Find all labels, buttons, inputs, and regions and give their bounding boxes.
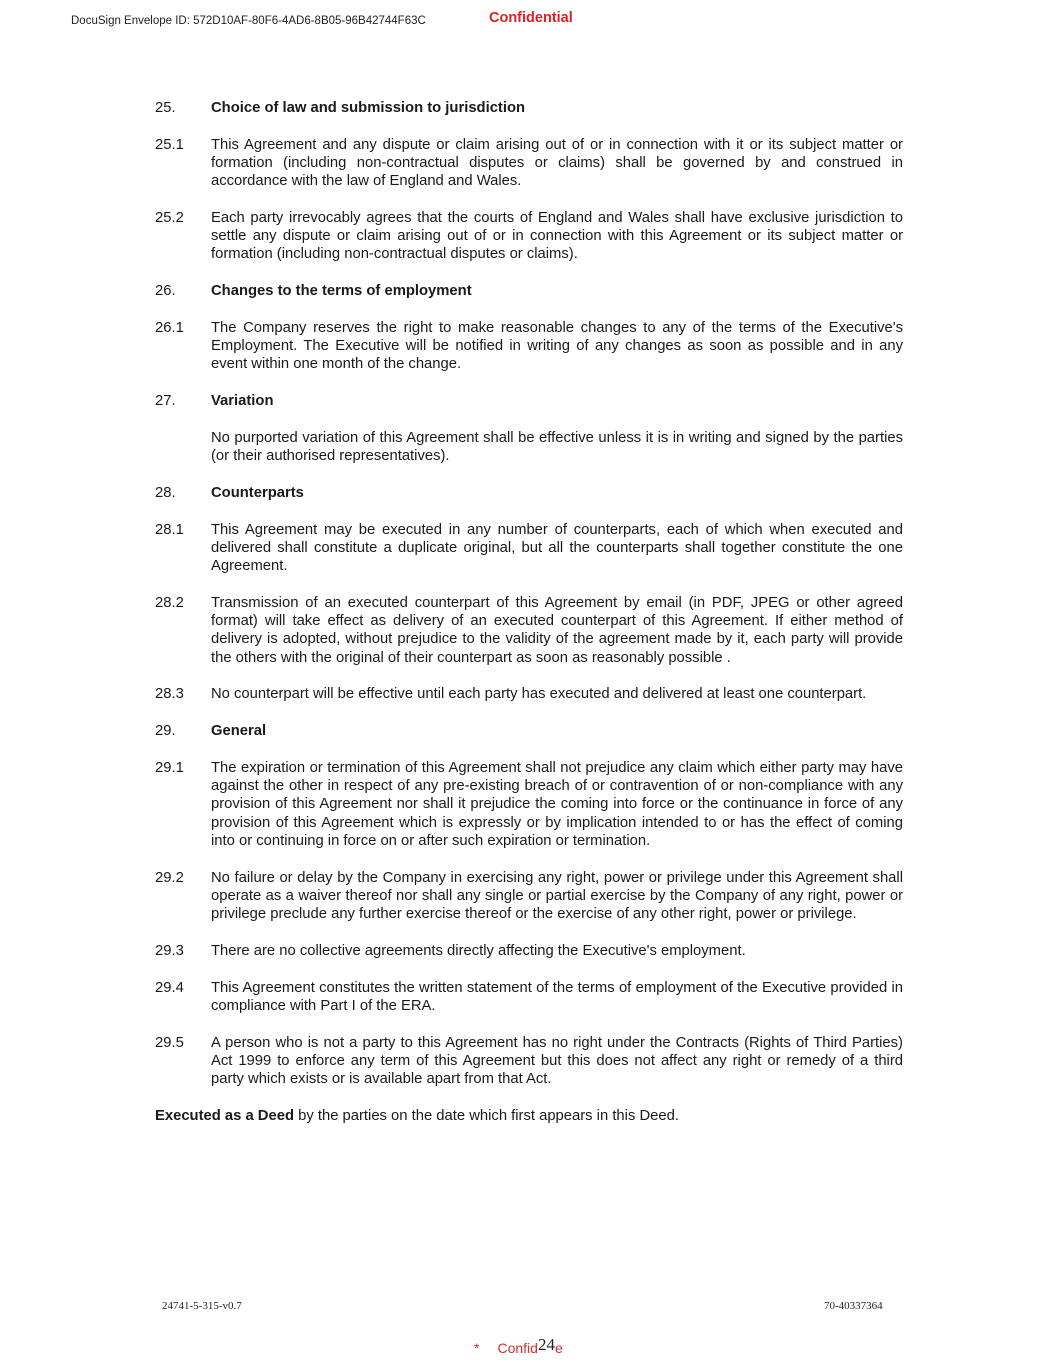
footer-confid-c: e [554,1340,563,1356]
clause-text: The Company reserves the right to make reasonable changes to any of the terms of the Executive's Employment. The Executive will be notified in writing of any changes as soon as possible and in any event within one month of the change. [211,320,903,373]
section-heading [155,392,903,410]
clause-text: A person who is not a party to this Agreement has no right under the Contracts (Rights of Third Parties) Act 1999 to enforce any term of this Agreement but this does not affect any right or remedy of a third party which exists or is available apart from that Act. [211,1034,903,1088]
clause-list [155,99,903,1088]
footer-page-marker [474,1335,563,1358]
docusign-envelope-id: DocuSign Envelope ID: 572D10AF-80F6-4AD6-8B05-96B42744F63C [71,15,426,27]
footer-document-reference: 24741-5-315-v0.7 [162,1300,242,1312]
clause-number: 29. [155,723,176,740]
footer-confid-a: Conf [497,1340,528,1356]
clause-number: 25. [155,100,176,116]
clause-text: There are no collective agreements directly affecting the Executive's employment. [211,942,746,959]
section-heading-text: Variation [211,393,274,410]
clause-number: 28.2 [155,595,184,611]
clause-text: Transmission of an executed counterpart of this Agreement by email (in PDF, JPEG or other agreed format) will take effect as delivery of an executed counterpart of this Agreement. If either method of delivery is adopted, without prejudice to the validity of the agreement made by it, each party will provide the others with the original of their counterpart as soon as reasonably possible . [211,595,903,666]
clause-paragraph [155,429,903,465]
footer-star: * [474,1340,480,1356]
clause-text: No counterpart will be effective until each party has executed and delivered at least one counterpart. [211,686,867,703]
section-heading-text: Choice of law and submission to jurisdiction [211,100,526,116]
clause-paragraph [155,869,903,924]
clause-paragraph [155,209,903,264]
clause-text: No failure or delay by the Company in exercising any right, power or privilege under this Agreement shall operate as a waiver thereof nor shall any single or partial exercise by the Company of any right, power or privilege preclude any further exercise thereof or the exercise of any other right, power or privilege. [211,869,903,923]
section-heading-text: General [211,723,267,740]
footer-confid-b: id [527,1340,538,1356]
clause-paragraph [155,136,903,191]
clause-number: 28.3 [155,686,184,703]
clause-number: 26.1 [155,320,184,336]
confidential-label: Confidential [489,10,573,26]
clause-text: The expiration or termination of this Agreement shall not prejudice any claim which either party may have against the other in respect of any pre-existing breach of or contravention of or non-compliance with any provision of this Agreement nor shall it prejudice the coming into force or the continuance in force of any provision of this Agreement which is expressly or by implication intended to or has the effect of coming into or continuing in force on or after such expiration or termination. [211,760,903,849]
clause-number: 28. [155,485,176,501]
clause-number: 29.2 [155,869,184,886]
clause-number: 29.1 [155,760,184,776]
clause-text: No purported variation of this Agreement shall be effective unless it is in writing and signed by the parties (or their authorised representatives). [211,430,903,465]
clause-number: 27. [155,393,176,410]
clause-number: 28.1 [155,521,184,538]
section-heading [155,722,903,740]
clause-paragraph [155,594,903,667]
clause-text: Each party irrevocably agrees that the courts of England and Wales shall have exclusive jurisdiction to settle any dispute or claim arising out of or in connection with this Agreement or its subject matter or formation (including non-contractual disputes or claims). [211,210,903,263]
clause-text: This Agreement constitutes the written statement of the terms of employment of the Executive provided in compliance with Part I of the ERA. [211,979,903,1014]
footer-matter-number: 70-40337364 [824,1300,883,1312]
clause-number: 25.1 [155,136,184,153]
clause-number: 26. [155,283,176,300]
clause-number: 25.2 [155,210,184,226]
clause-paragraph [155,979,903,1015]
clause-number: 29.4 [155,979,184,996]
clause-number: 29.3 [155,942,184,959]
clause-text: This Agreement and any dispute or claim arising out of or in connection with it or its subject matter or formation (including non-contractual disputes or claims) shall be governed by and construed in accordance with the law of England and Wales. [211,136,903,190]
section-heading [155,484,903,502]
section-heading [155,99,903,117]
section-heading-text: Changes to the terms of employment [211,283,472,300]
page-number: 24 [537,1335,555,1354]
clause-number: 29.5 [155,1034,184,1051]
clause-paragraph [155,685,903,703]
clause-paragraph [155,521,903,576]
execution-statement-rest: by the parties on the date which first appears in this Deed. [294,1107,679,1124]
clause-text: This Agreement may be executed in any number of counterparts, each of which when executed and delivered shall constitute a duplicate original, but all the counterparts shall together constitute the one Agreement. [211,521,903,575]
execution-statement [155,1107,903,1125]
document-body [155,99,903,1125]
clause-paragraph [155,759,903,850]
execution-statement-bold: Executed as a Deed [155,1107,294,1124]
section-heading-text: Counterparts [211,485,304,501]
clause-paragraph [155,1034,903,1089]
clause-paragraph [155,319,903,374]
section-heading [155,282,903,300]
clause-paragraph [155,942,903,960]
